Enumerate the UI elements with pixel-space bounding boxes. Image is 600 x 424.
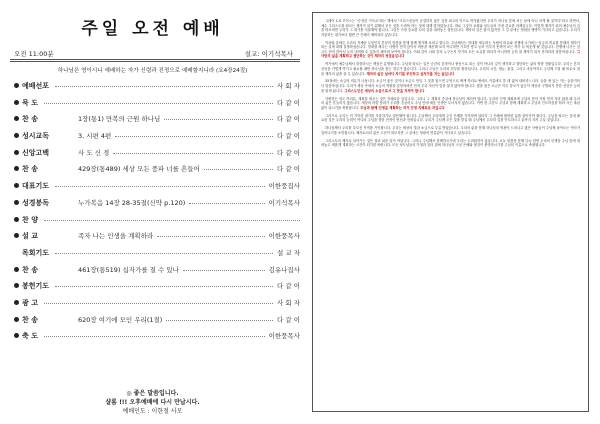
call-to-worship: 하나님은 영이시니 예배하는 자가 신령과 진정으로 예배할지니라 (요4장24절) — [57, 68, 248, 74]
order-label: 광 고 — [22, 298, 38, 307]
order-content: 1장(통1) 만복의 근원 하나님 — [78, 115, 161, 124]
bullet-icon — [14, 183, 19, 188]
order-row — [14, 213, 300, 230]
order-label: 봉헌기도 — [22, 282, 50, 291]
sermon-paragraph-text: 이처럼 올바른 우리의 자세란 무엇인지 본문의 말씀을 통해 함께 생각해 보려고 합니다. 주님께서는 망대를 세우려는 사람의 비유와 전쟁에 나가려는 임금의 비유를 통해서 제자가 되는 길에 대해 설명하셨습니다. 망대를 세우는 사람이 먼저 앉아서 비용을 계산해 보지 아니하면 기초만 쌓고 능히 이루지 못하여 보는 자가 다 비웃게 될 것입니다. 전쟁에 나가는 임금도 먼저 앉아서 능히 대적할 수 있을지 헤아려 보아야 합니다. 이와 같이 너희 중의 누구든지 자기의 모든 소유를 버리지 아니하면 능히 내 제자가 되지 못하리라 말씀하십니다. — [321, 40, 580, 54]
sermon-paragraph-text: 사랑하는 성도 여러분, 계획을 세우는 것은 지혜로운 일입니다. 그러나 그 계획의 중심에 하나님이 계셔야 합니다. 우리의 인생 계획표에 주님의 뜻이 가장 먼저 자리 잡을 때 우리의 삶은 흔들리지 않습니다. 세상의 어떤 풍파가 우리를 흔들어도 주님 안에 세운 인생은 무너지지 않습니다. 이번 한 주간도 주님과 함께 계획하고 주님의 인도하심을 따라 사는 복된 삶이 되시기를 축원합니다. — [321, 96, 580, 110]
order-label: 찬 양 — [22, 215, 38, 224]
sermon-highlight: 주님과 함께 인생을 계획하는 자가 진정 지혜로운 자입니다 — [360, 105, 445, 110]
order-row — [14, 96, 300, 113]
order-person: 다 같 이 — [277, 165, 300, 174]
order-content: 3. 시편 4편 — [78, 132, 112, 141]
sermon-highlight: 제자의 삶은 날마다 자기를 부인하고 십자가를 지는 삶입니다 — [366, 71, 455, 76]
dotted-leader — [44, 303, 273, 304]
dotted-leader — [166, 320, 273, 321]
sermon-paragraph — [321, 139, 580, 148]
sermon-paragraph-text: 하나님께서 우리를 부르신 목적을 기억합시다. 우리는 세상의 빛과 소금으로 부름 받았습니다. 우리의 삶을 통해 하나님의 영광이 드러나고 많은 사람들이 주님께 돌아오는 역사가 일어나기를 소망합니다. 제자로서의 삶은 고난이 따르지만 그 끝에는 영광의 면류관이 기다리고 있습니다. — [321, 126, 580, 135]
order-row — [14, 179, 300, 196]
sermon-paragraph-text: 그러므로 우리는 이 거룩한 대가를 지불하기로 결단해야 합니다. 주님께서 우리에게 주신 은혜를 기억하며 날마다 그 은혜에 합당한 삶을 살아가야 합니다. 주님을 따르는 길에 필요한 것은 우리의 능력이 아니라 주님을 향한 전적인 헌신과 신뢰입니다. 우리가 주님께 모든 것을 맡길 때 주님께서 우리의 길을 인도하시고 끝까지 지켜 주실 것입니다. — [321, 113, 580, 123]
dotted-leader — [55, 86, 273, 87]
sermon-text — [321, 19, 580, 151]
order-label: 성경봉독 — [22, 198, 50, 207]
divider — [10, 59, 300, 60]
order-row — [14, 229, 300, 246]
order-person: 다 같 이 — [277, 98, 300, 107]
order-row — [14, 112, 300, 129]
dotted-leader — [164, 119, 273, 120]
order-person: 사 회 자 — [277, 82, 300, 90]
order-person: 이한풍목사 — [268, 232, 300, 241]
sermon-paragraph-text: 35절에는 소금의 비유가 나옵니다. 소금이 좋은 것이나 소금도 만일 그 맛을 잃으면 무엇으로 짜게 하리요 땅에도 거름에도 쓸 데 없어 내버리느니라. 들을 귀 있는 자는 들을지어다 말씀하십니다. 우리가 세상 속에서 소금의 역할을 감당하려면 먼저 우리 자신이 맛을 잃지 않아야 합니다. 맛을 잃은 소금은 아무 쓸모가 없듯이 세상과 구별되지 못한 신앙은 능력을 잃게 됩니다. — [321, 79, 580, 93]
bullet-icon — [14, 300, 19, 305]
order-content: 461장(통519) 십자가를 질 수 있나 — [78, 265, 179, 274]
order-person: 다 같 이 — [277, 148, 300, 157]
order-label: 찬 송 — [22, 115, 38, 124]
order-person: 다 같 이 — [277, 132, 300, 141]
order-label: 찬 송 — [22, 165, 38, 174]
footer-line2: 샬롬 !!! 오후예배에 다시 만납시다. — [105, 399, 200, 406]
footer — [0, 389, 305, 416]
sermon-paragraph — [321, 97, 580, 111]
bullet-icon — [14, 100, 19, 105]
order-list — [14, 79, 300, 346]
order-content: 429장(통489) 세상 모든 풍파 너를 흔들어 — [78, 165, 200, 174]
dotted-leader — [55, 253, 273, 254]
order-row — [14, 196, 300, 213]
order-person: 다 같 이 — [277, 115, 300, 124]
sermon-highlight: 그 사람의 삶을 계획하고 결단하는 것이 제자의 첫걸음입니다 — [321, 49, 580, 59]
order-label: 목회기도 — [22, 248, 50, 257]
dotted-leader — [115, 136, 273, 137]
order-person: 이기석목사 — [268, 198, 300, 207]
sermon-paragraph — [321, 62, 580, 76]
dotted-leader — [44, 103, 273, 104]
bullet-icon — [14, 283, 19, 288]
bullet-icon — [14, 83, 19, 88]
sermon-paragraph-text: 그레이 C.S 루이스는 "순전한 기독교"라는 책에서 "크리스천들이 순결하지 않은 것을 최고의 약으로 여겨왔지만 우리가 하나님 앞에 서는 날에 아니 서게 될 것이다"라고 하면서, 예수 그리스도를 따르는 제자가 되기 위해서 모든 것을 드려야 하는 것에 대해 말하였습니다. 바로 그것이 교회와 성도들의 가장 중요한 과제입니다. 이렇게 제자가 되어 예수님의 길을 따르려면 우리가 그 대가를 지불해야 합니다. 그것은 가장 중요한 나의 것을 내려놓는 결단입니다. 제자의 길은 쉽지 않지만 그 길 끝에는 영원한 생명이 기다리고 있습니다. 우리가 지불하는 대가보다 훨씬 큰 은혜가 예비되어 있습니다. — [321, 19, 580, 37]
footer-line3: 예배인도 : 이한철 사모 — [122, 408, 183, 415]
order-content: 사 도 신 경 — [78, 148, 110, 157]
bullet-icon — [14, 317, 19, 322]
order-row — [14, 279, 300, 296]
sermon-paragraph-text: 그리스도의 제자로 살아가는 것은 결코 쉬운 일이 아닙니다. 그러나 주님께서 함께하시기에 우리는 두려워하지 않습니다. 오늘 말씀을 통해 다시 한번 우리의 인생을 주님 앞에 내려놓고 새롭게 계획하는 시간이 되기를 바랍니다. 모든 성도님들의 가정과 일터 위에 하나님의 크신 은혜와 평강이 충만하시기를 주님의 이름으로 축원합니다. — [321, 138, 580, 148]
footer-line1: ◎ 좋은 말씀입니다. — [126, 390, 179, 397]
order-row — [14, 263, 300, 280]
order-row — [14, 313, 300, 330]
dotted-leader — [44, 220, 300, 221]
order-label: 찬 송 — [22, 315, 38, 324]
page-title: 주일 오전 예배 — [81, 19, 224, 39]
order-content: 620장 여기에 모인 우리(1절) — [78, 315, 163, 324]
order-person: 김유나집사 — [268, 265, 300, 274]
service-time: 오전 11:00분 — [14, 50, 54, 58]
order-row — [14, 162, 300, 179]
order-label: 묵 도 — [22, 98, 38, 107]
order-label: 예배선포 — [22, 82, 50, 90]
sermon-paragraph-text: 여기에서 예수님께서 말씀하시는 핵심은 분명합니다. 주님을 따르는 일은 순간의 감정이나 충동으로 되는 것이 아니라 깊이 생각하고 결단하는 삶의 방향 전환입니다. 우리는 흔히 신앙을 가볍게 여기고 필요할 때만 하나님을 찾는 경우가 많습니다. 그러나 주님은 우리의 전부를 원하십니다. 우리의 시간, 재능, 물질, 그리고 마음까지도 주님께 드릴 때 비로소 참된 제자의 삶을 살 수 있습니다. — [321, 62, 580, 76]
bullet-icon — [14, 133, 19, 138]
bullet-icon — [14, 250, 19, 255]
order-label: 신앙고백 — [22, 148, 50, 157]
bullet-icon — [14, 217, 19, 222]
sermon-paragraph — [321, 126, 580, 135]
order-person: 설 교 자 — [277, 248, 300, 257]
order-row — [14, 79, 300, 96]
dotted-leader — [44, 336, 265, 337]
sermon-highlight: 그리스도인은 세상의 소금으로서 그 맛을 지켜야 합니다 — [344, 88, 425, 93]
order-person: 다 같 이 — [277, 315, 300, 324]
divider — [10, 61, 300, 62]
order-label: 찬 송 — [22, 265, 38, 274]
dotted-leader — [55, 286, 273, 287]
sermon-paragraph — [321, 79, 580, 93]
order-person: 이한풍집사 — [268, 182, 300, 191]
dotted-leader — [189, 203, 265, 204]
order-person: 사 회 자 — [277, 298, 300, 307]
bullet-icon — [14, 267, 19, 272]
order-person: 다 같 이 — [277, 282, 300, 291]
order-row — [14, 146, 300, 163]
bullet-icon — [14, 150, 19, 155]
order-row — [14, 329, 300, 346]
bullet-icon — [14, 333, 19, 338]
bullet-icon — [14, 200, 19, 205]
order-label: 성시교독 — [22, 132, 50, 141]
dotted-leader — [157, 236, 265, 237]
dotted-leader — [113, 153, 273, 154]
order-person: 이한풍목사 — [268, 332, 300, 341]
dotted-leader — [55, 186, 265, 187]
order-content: 족자 나는 인생을 계획하라 — [78, 232, 154, 241]
order-label: 대표기도 — [22, 182, 50, 191]
order-label: 축 도 — [22, 332, 38, 341]
sermon-paragraph — [321, 19, 580, 37]
order-row — [14, 129, 300, 146]
sermon-paragraph — [321, 114, 580, 123]
preacher-label: 설교: 이기석목사 — [244, 50, 293, 58]
order-row — [14, 296, 300, 313]
dotted-leader — [183, 270, 265, 271]
dotted-leader — [204, 169, 273, 170]
bullet-icon — [14, 166, 19, 171]
bullet-icon — [14, 116, 19, 121]
bullet-icon — [14, 233, 19, 238]
order-content: 누가복음 14장 28-35절(신약 p.120) — [78, 198, 186, 207]
sermon-panel — [312, 12, 589, 412]
order-label: 설 교 — [22, 232, 38, 241]
order-row — [14, 246, 300, 263]
sermon-paragraph — [321, 41, 580, 59]
